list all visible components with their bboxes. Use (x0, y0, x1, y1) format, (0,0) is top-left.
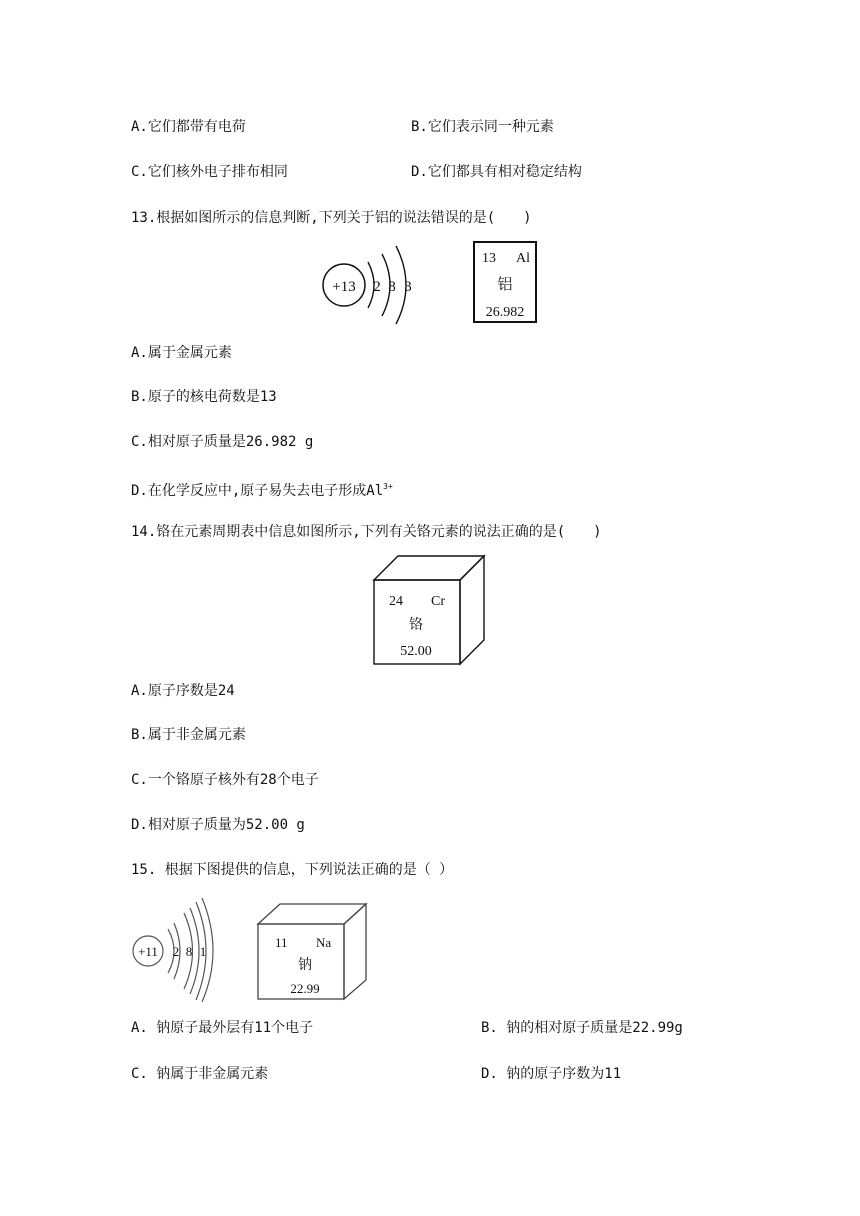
element-number: 13 (482, 251, 496, 266)
element-symbol: Al (516, 251, 530, 266)
q15-option-a: A. 钠原子最外层有11个电子 (131, 1020, 314, 1036)
cube-top-face (374, 556, 484, 580)
shell-electrons-3: 1 (199, 944, 207, 959)
q13-stem: 13.根据如图所示的信息判断,下列关于铝的说法错误的是( ) (131, 210, 532, 226)
element-symbol: Na (316, 935, 332, 950)
shell-electrons-2: 8 (185, 944, 193, 959)
q12-option-a: A.它们都带有电荷 (131, 119, 246, 135)
q13-option-a: A.属于金属元素 (131, 345, 232, 361)
q13-option-d (131, 477, 393, 501)
shell-electrons-2: 8 (388, 279, 396, 295)
q13-option-c: C.相对原子质量是26.982 g (131, 434, 314, 450)
q12-option-c: C.它们核外电子排布相同 (131, 164, 288, 180)
shell-electrons-3: 3 (404, 279, 412, 295)
nucleus-charge: +13 (332, 279, 356, 295)
element-mass: 52.00 (400, 644, 432, 659)
q14-option-a: A.原子序数是24 (131, 683, 235, 699)
q13-option-b: B.原子的核电荷数是13 (131, 389, 277, 405)
element-name: 铝 (497, 277, 513, 293)
aluminum-atom-diagram (323, 246, 412, 324)
sodium-element-cube (258, 904, 366, 999)
ion-charge: 3+ (383, 482, 393, 491)
q13-option-d-text: D.在化学反应中,原子易失去电子形成Al (131, 483, 384, 499)
element-mass: 26.982 (485, 305, 525, 320)
element-name: 钠 (298, 958, 312, 973)
element-symbol: Cr (431, 594, 445, 609)
shell-electrons-1: 2 (373, 279, 381, 295)
aluminum-element-card (474, 242, 536, 322)
element-number: 24 (389, 594, 403, 609)
sodium-atom-diagram (133, 898, 213, 1002)
cube-side-face (344, 904, 366, 999)
element-mass: 22.99 (290, 981, 320, 996)
element-name: 铬 (409, 618, 423, 633)
q15-option-b: B. 钠的相对原子质量是22.99g (481, 1020, 683, 1036)
shell-electrons-1: 2 (172, 944, 180, 959)
q12-option-d: D.它们都具有相对稳定结构 (411, 164, 582, 180)
q15-stem: 15. 根据下图提供的信息，下列说法正确的是（ ） (131, 862, 454, 878)
q15-option-d: D. 钠的原子序数为11 (481, 1066, 622, 1082)
q14-option-d: D.相对原子质量为52.00 g (131, 817, 305, 833)
q15-option-c: C. 钠属于非金属元素 (131, 1066, 269, 1082)
cube-side-face (460, 556, 484, 664)
q15-figure (128, 896, 378, 1002)
element-number: 11 (275, 935, 288, 950)
q13-figure (318, 238, 550, 328)
chromium-element-cube (372, 554, 488, 668)
q14-option-b: B.属于非金属元素 (131, 727, 246, 743)
nucleus-charge: +11 (138, 944, 158, 959)
q14-option-c: C.一个铬原子核外有28个电子 (131, 772, 319, 788)
q14-stem: 14.铬在元素周期表中信息如图所示,下列有关铬元素的说法正确的是( ) (131, 524, 602, 540)
q12-option-b: B.它们表示同一种元素 (411, 119, 554, 135)
cube-top-face (258, 904, 366, 924)
